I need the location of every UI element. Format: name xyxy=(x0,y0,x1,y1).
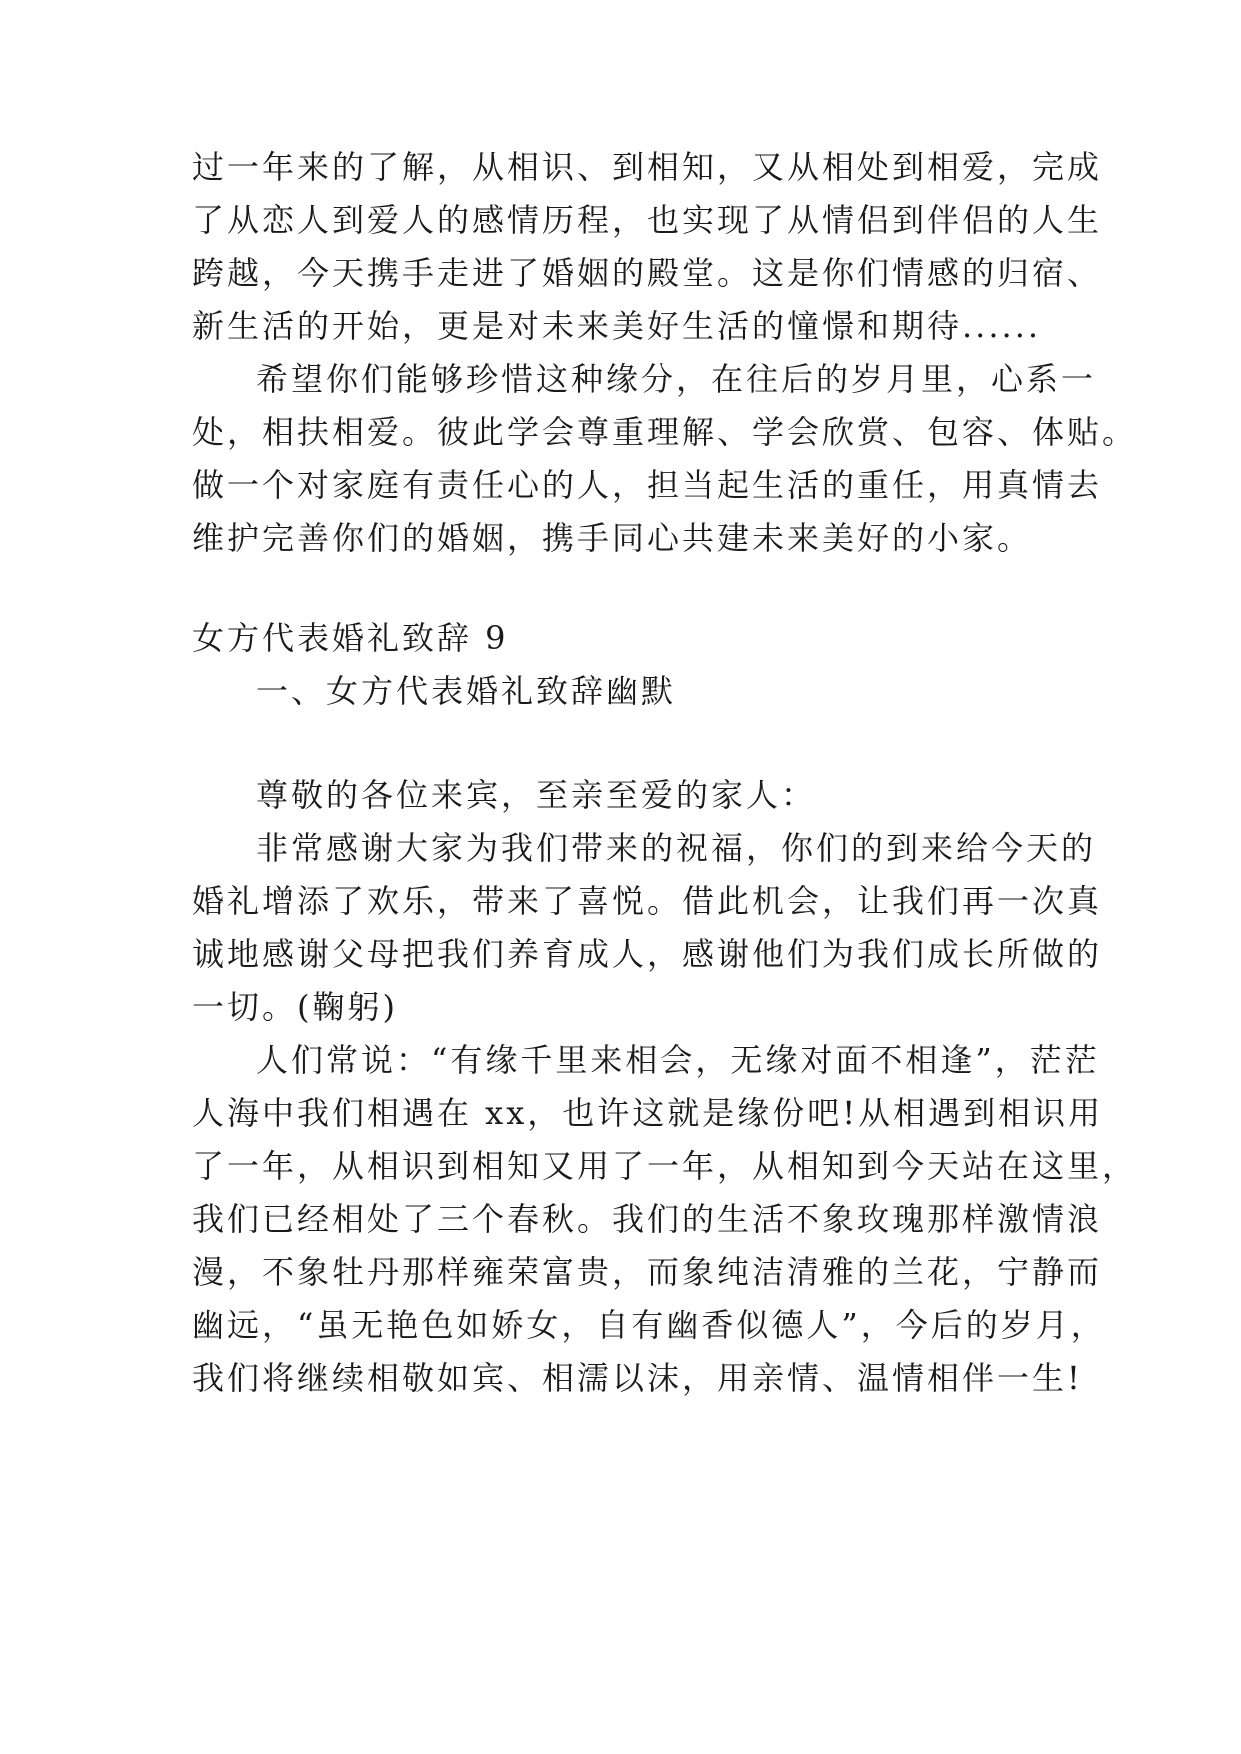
text-line: 一切。(鞠躬) xyxy=(192,988,398,1026)
text-line: 人海中我们相遇在 xx，也许这就是缘份吧!从相遇到相识用 xyxy=(192,1094,1104,1132)
text-line: 诚地感谢父母把我们养育成人，感谢他们为我们成长所做的 xyxy=(192,935,1103,973)
text-line: 跨越，今天携手走进了婚姻的殿堂。这是你们情感的归宿、 xyxy=(192,254,1103,292)
text-line: 非常感谢大家为我们带来的祝福，你们的到来给今天的 xyxy=(256,829,1097,867)
text-line: 希望你们能够珍惜这种缘分，在往后的岁月里，心系一 xyxy=(256,360,1097,398)
section-heading: 女方代表婚礼致辞 9 xyxy=(192,619,509,657)
text-line: 维护完善你们的婚姻，携手同心共建未来美好的小家。 xyxy=(192,519,1033,557)
text-line: 婚礼增添了欢乐，带来了喜悦。借此机会，让我们再一次真 xyxy=(192,882,1103,920)
text-line: 过一年来的了解，从相识、到相知，又从相处到相爱，完成 xyxy=(192,148,1103,186)
text-line: 我们已经相处了三个春秋。我们的生活不象玫瑰那样激情浪 xyxy=(192,1200,1103,1238)
greeting-line: 尊敬的各位来宾，至亲至爱的家人： xyxy=(256,776,817,814)
text-line: 漫，不象牡丹那样雍荣富贵，而象纯洁清雅的兰花，宁静而 xyxy=(192,1253,1103,1291)
text-line: 了一年，从相识到相知又用了一年，从相知到今天站在这里， xyxy=(192,1147,1138,1185)
text-line: 做一个对家庭有责任心的人，担当起生活的重任，用真情去 xyxy=(192,466,1103,504)
text-line: 人们常说：“有缘千里来相会，无缘对面不相逢”，茫茫 xyxy=(256,1041,1100,1079)
text-line: 我们将继续相敬如宾、相濡以沫，用亲情、温情相伴一生! xyxy=(192,1359,1083,1397)
section-subheading: 一、女方代表婚礼致辞幽默 xyxy=(256,672,677,710)
text-line: 处，相扶相爱。彼此学会尊重理解、学会欣赏、包容、体贴。 xyxy=(192,413,1138,451)
text-line: 了从恋人到爱人的感情历程，也实现了从情侣到伴侣的人生 xyxy=(192,201,1103,239)
text-line: 新生活的开始，更是对未来美好生活的憧憬和期待...... xyxy=(192,307,1042,345)
text-line: 幽远，“虽无艳色如娇女，自有幽香似德人”，今后的岁月， xyxy=(192,1306,1106,1344)
